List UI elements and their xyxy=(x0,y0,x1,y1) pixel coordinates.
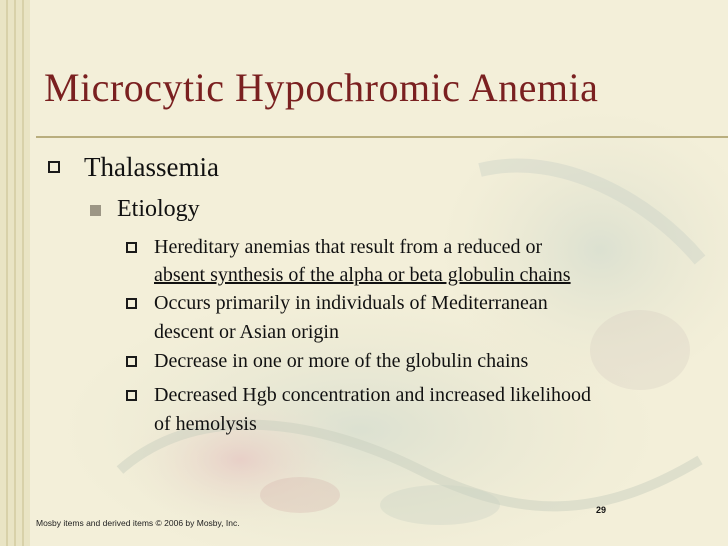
bullet-level3-text-underlined: absent synthesis of the alpha or beta globulin chains xyxy=(154,264,571,286)
filled-square-bullet-icon xyxy=(90,205,101,216)
title-divider xyxy=(36,136,728,138)
bullet-level3-text: Decrease in one or more of the globulin chains xyxy=(154,350,529,372)
bullet-level3-text: Hereditary anemias that result from a reduced or xyxy=(154,236,543,258)
hollow-square-bullet-icon xyxy=(126,298,137,309)
bullet-level3-text: of hemolysis xyxy=(154,413,257,435)
hollow-square-bullet-icon xyxy=(126,390,137,401)
hollow-square-bullet-icon xyxy=(48,161,60,173)
bullet-level3-text: Decreased Hgb concentration and increased likelihood xyxy=(154,384,592,406)
page-number: 29 xyxy=(596,505,607,515)
hollow-square-bullet-icon xyxy=(126,242,137,253)
bullet-level3-text: descent or Asian origin xyxy=(154,321,339,343)
hollow-square-bullet-icon xyxy=(126,356,137,367)
slide-title: Microcytic Hypochromic Anemia xyxy=(44,65,599,110)
bullet-level1-text: Thalassemia xyxy=(84,152,219,182)
bullet-level3-text: Occurs primarily in individuals of Mediterranean xyxy=(154,292,548,314)
bullet-level2-text: Etiology xyxy=(117,196,200,222)
left-decorative-bar xyxy=(0,0,30,546)
copyright-footer: Mosby items and derived items © 2006 by Mosby, Inc. xyxy=(36,518,240,528)
